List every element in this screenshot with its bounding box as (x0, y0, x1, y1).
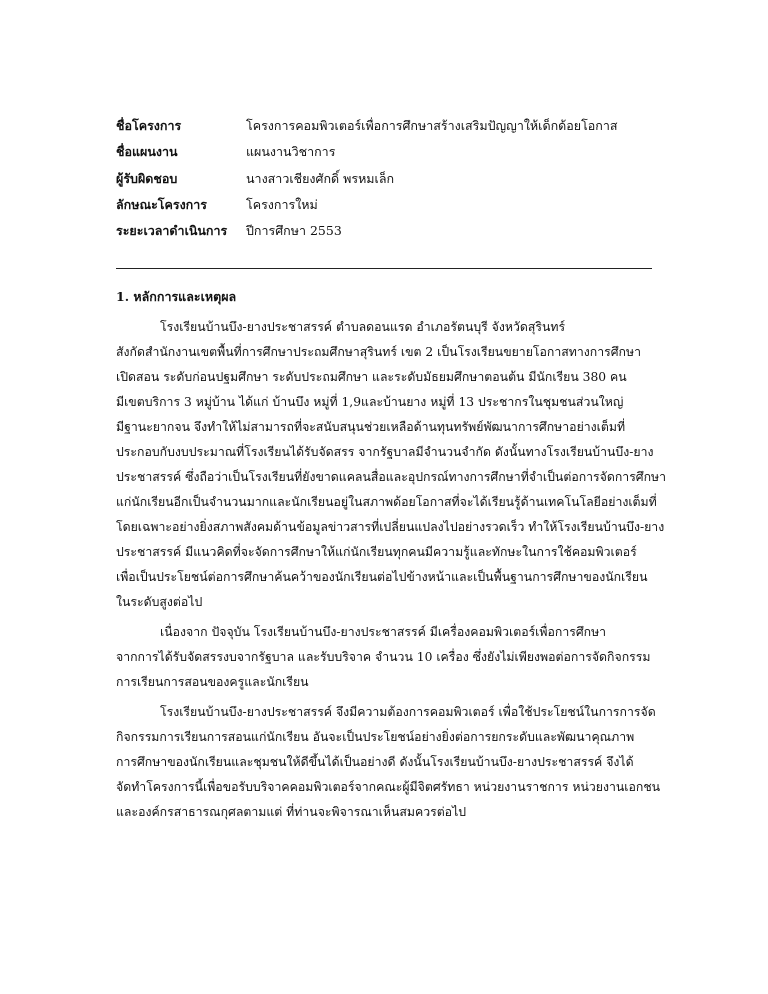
type-value: โครงการใหม่ (246, 197, 318, 212)
body-line: การศึกษาของนักเรียนและชุมชนให้ดีขึ้นได้เป็นอย่างดี ดังนั้นโรงเรียนบ้านบึง-ยางประชาสรรค์ จึงได้ (116, 755, 634, 769)
body-line: กิจกรรมการเรียนการสอนแก่นักเรียน อันจะเป็นประโยชน์อย่างยิ่งต่อการยกระดับและพัฒนาคุณภาพ (116, 730, 635, 744)
body-line: สังกัดสำนักงานเขตพื้นที่การศึกษาประถมศึกษาสุรินทร์ เขต 2 เป็นโรงเรียนขยายโอกาสทางการศึกษา (116, 345, 641, 359)
body-line: และองค์กรสาธารณกุศลตามแต่ ที่ท่านจะพิจารณาเห็นสมควรต่อไป (116, 805, 467, 819)
period-value: ปีการศึกษา 2553 (246, 223, 342, 238)
period-label: ระยะเวลาดำเนินการ (116, 223, 228, 238)
body-line: มีฐานะยากจน จึงทำให้ไม่สามารถที่จะสนับสนุนช่วยเหลือด้านทุนทรัพย์พัฒนาการศึกษาอย่างเต็มที่ (116, 420, 626, 434)
project-name-label: ชื่อโครงการ (116, 118, 182, 133)
body-line: ประกอบกับงบประมาณที่โรงเรียนได้รับจัดสรร จากรัฐบาลมีจำนวนจำกัด ดังนั้นทางโรงเรียนบ้านบึง-ยาง (116, 445, 654, 459)
body-line: มีเขตบริการ 3 หมู่บ้าน ได้แก่ บ้านบึง หมู่ที่ 1,9และบ้านยาง หมู่ที่ 13 ประชากรในชุมชนส่วนใหญ่ (116, 395, 624, 409)
plan-value: แผนงานวิชาการ (246, 144, 336, 159)
body-line: จัดทำโครงการนี้เพื่อขอรับบริจาคคอมพิวเตอร์จากคณะผู้มีจิตศรัทธา หน่วยงานราชการ หน่วยงานเอกชน (116, 780, 661, 794)
body-line: การเรียนการสอนของครูและนักเรียน (116, 675, 309, 689)
responsible-value: นางสาวเชียงศักดิ์ พรหมเล็ก (246, 171, 395, 186)
plan-label: ชื่อแผนงาน (116, 144, 178, 159)
body-line: โดยเฉพาะอย่างยิ่งสภาพสังคมด้านข้อมูลข่าวสารที่เปลี่ยนแปลงไปอย่างรวดเร็ว ทำให้โรงเรียนบ้านบึง-ยาง (116, 520, 665, 534)
body-line: แก่นักเรียนอีกเป็นจำนวนมากและนักเรียนอยู่ในสภาพด้อยโอกาสที่จะได้เรียนรู้ด้านเทคโนโลยีอย่างเต็มที่ (116, 495, 657, 509)
project-name-value: โครงการคอมพิวเตอร์เพื่อการศึกษาสร้างเสริมปัญญาให้เด็กด้อยโอกาส (246, 118, 618, 133)
body-line: ประชาสรรค์ ซึ่งถือว่าเป็นโรงเรียนที่ยังขาดแคลนสื่อและอุปกรณ์ทางการศึกษาที่จำเป็นต่อการจัดการศึกษา (116, 470, 667, 484)
body-line: โรงเรียนบ้านบึง-ยางประชาสรรค์ ตำบลดอนแรด อำเภอรัตนบุรี จังหวัดสุรินทร์ (160, 320, 566, 334)
body-line: จากการได้รับจัดสรรงบจากรัฐบาล และรับบริจาค จำนวน 10 เครื่อง ซึ่งยังไม่เพียงพอต่อการจัดกิจกรรม (116, 650, 651, 664)
section-divider (116, 268, 652, 269)
type-label: ลักษณะโครงการ (116, 197, 207, 212)
body-line: ประชาสรรค์ มีแนวคิดที่จะจัดการศึกษาให้แก่นักเรียนทุกคนมีความรู้และทักษะในการใช้คอมพิวเตอร์ (116, 545, 637, 559)
body-line: ในระดับสูงต่อไป (116, 595, 203, 609)
body-line: เนื่องจาก ปัจจุบัน โรงเรียนบ้านบึง-ยางประชาสรรค์ มีเครื่องคอมพิวเตอร์เพื่อการศึกษา (160, 625, 607, 639)
responsible-label: ผู้รับผิดชอบ (116, 171, 178, 186)
body-line: เปิดสอน ระดับก่อนปฐมศึกษา ระดับประถมศึกษา และระดับมัธยมศึกษาตอนต้น มีนักเรียน 380 คน (116, 370, 627, 384)
body-line: โรงเรียนบ้านบึง-ยางประชาสรรค์ จึงมีความต้องการคอมพิวเตอร์ เพื่อใช้ประโยชน์ในการการจัด (160, 705, 656, 719)
body-line: เพื่อเป็นประโยชน์ต่อการศึกษาค้นคว้าของนักเรียนต่อไปข้างหน้าและเป็นพื้นฐานการศึกษาของนักเรียน (116, 570, 648, 584)
section-heading: 1. หลักการและเหตุผล (116, 289, 237, 304)
